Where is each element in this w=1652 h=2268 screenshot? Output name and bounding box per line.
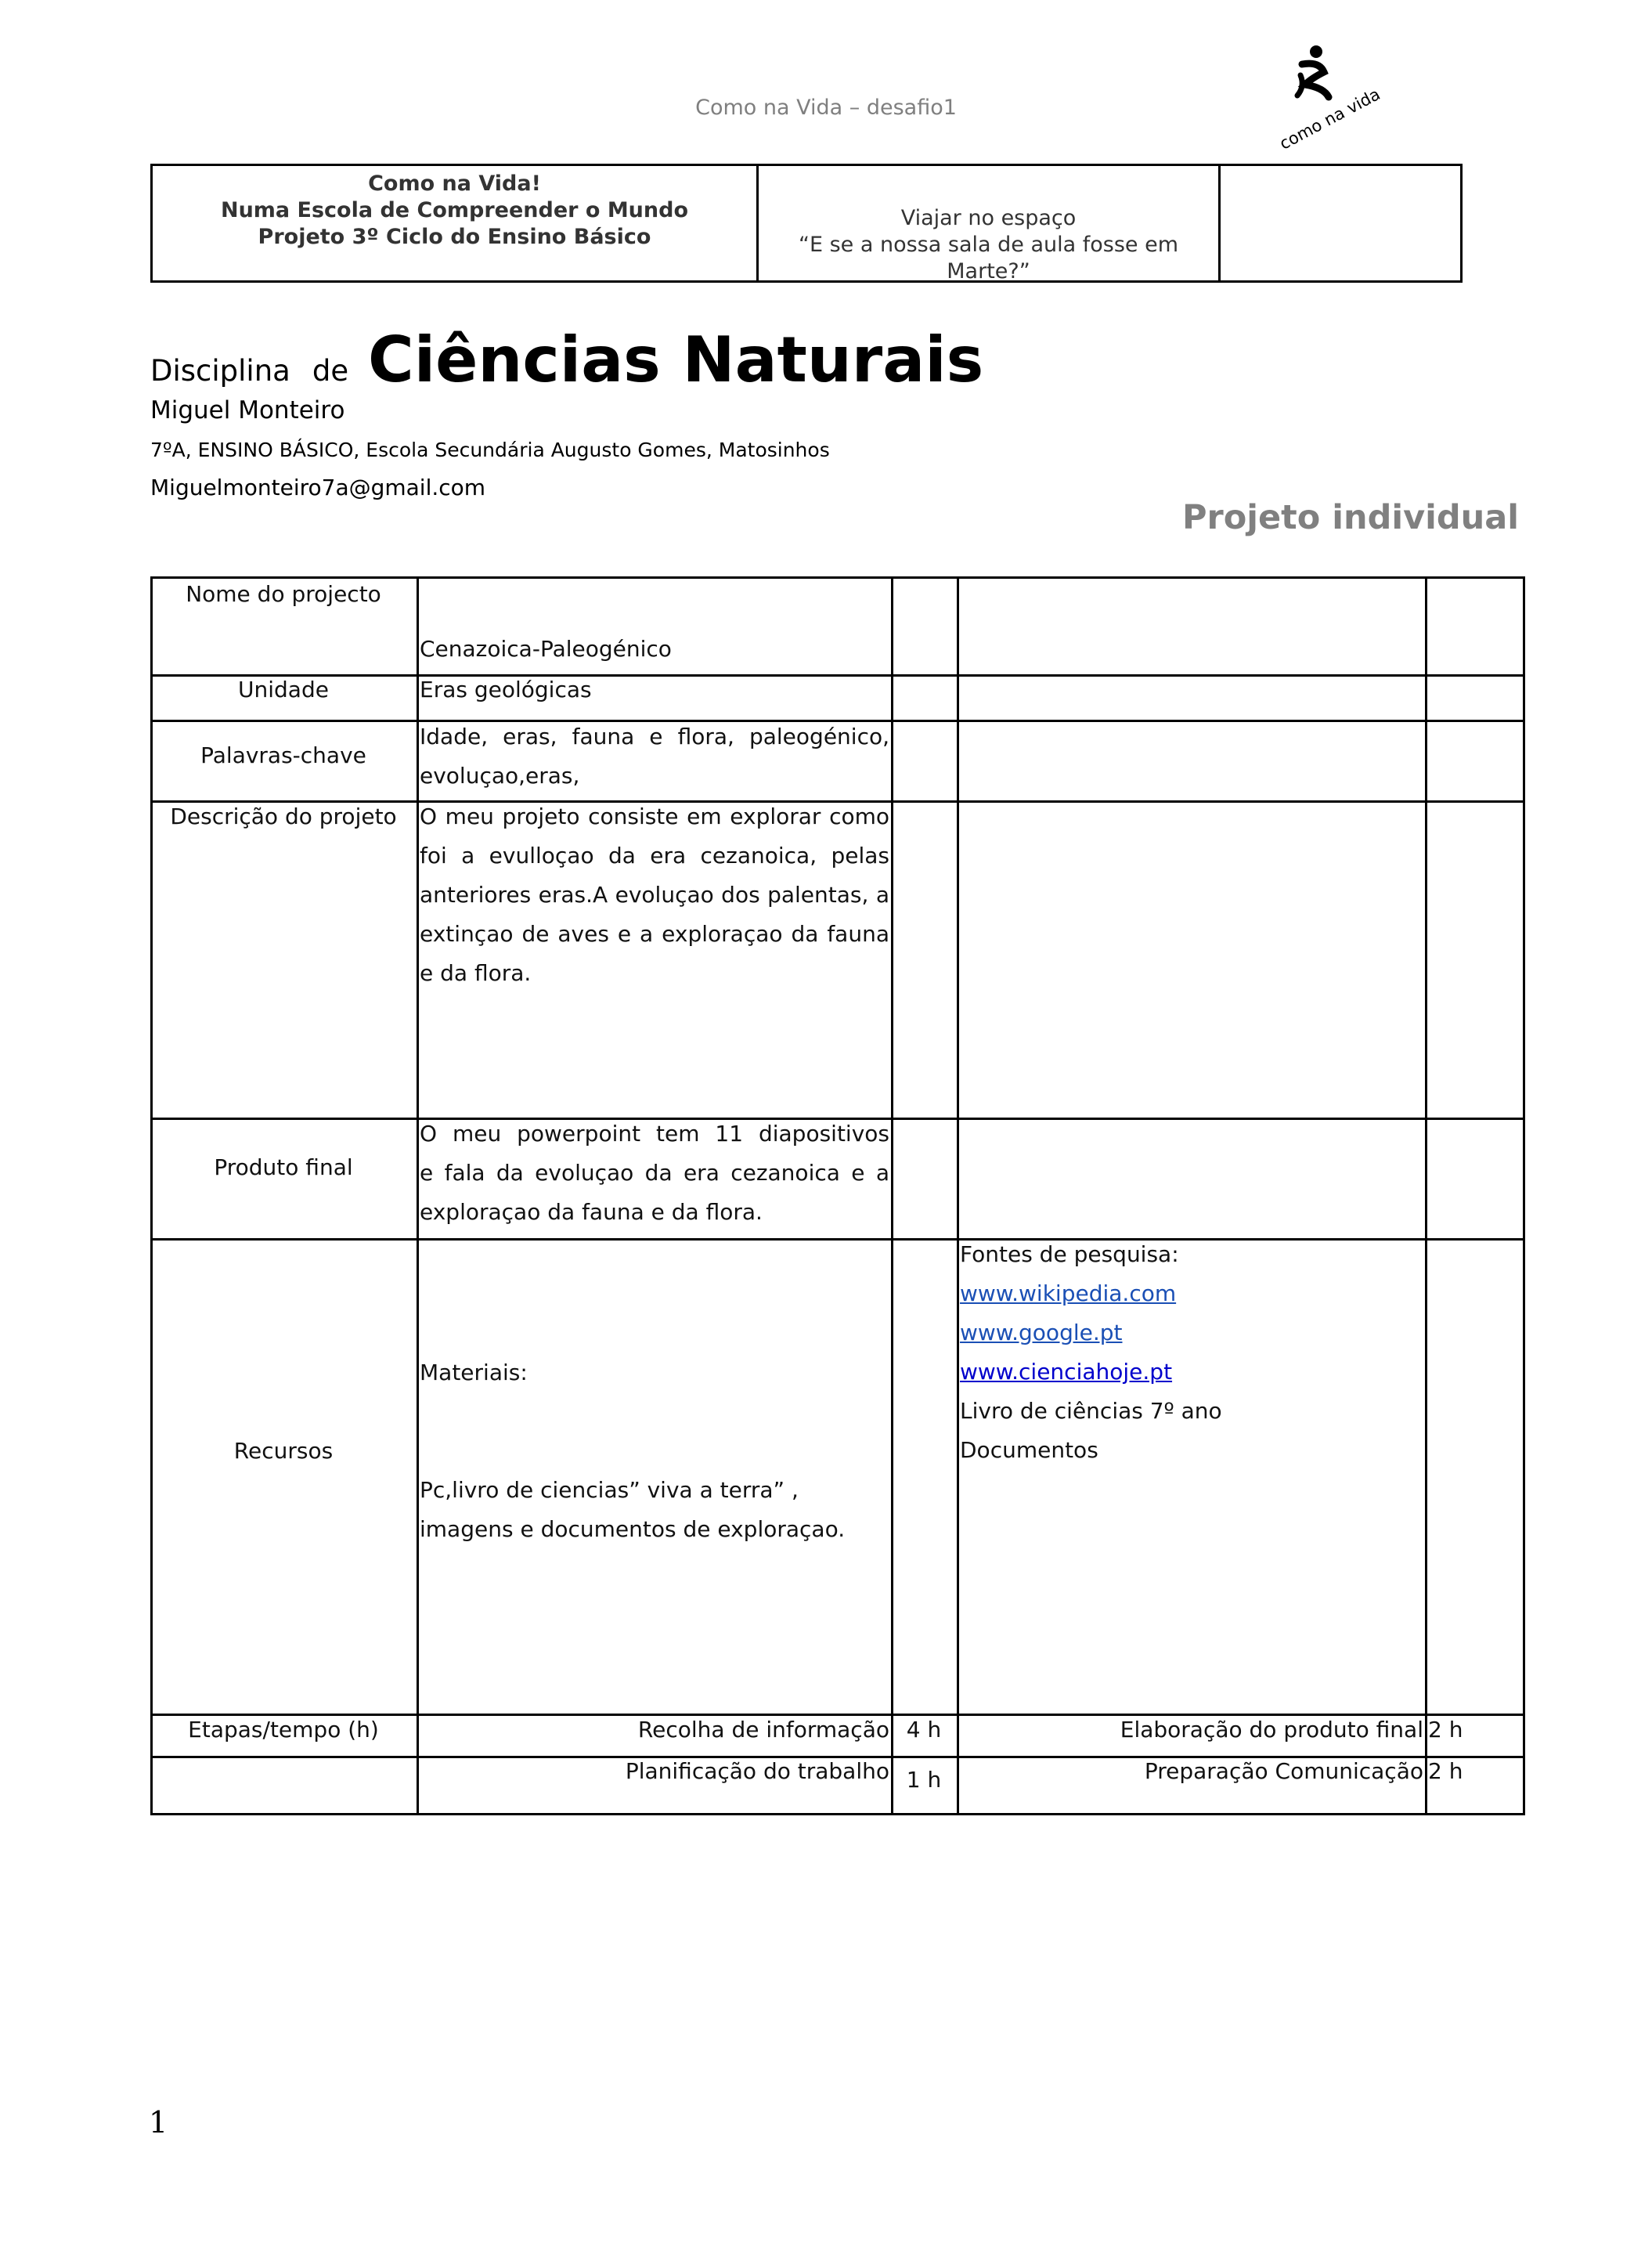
school-info: 7ºA, ENSINO BÁSICO, Escola Secundária Augusto Gomes, Matosinhos — [150, 439, 830, 461]
keywords-line2: evoluçao,eras, — [420, 763, 580, 789]
unit-value: Eras geológicas — [420, 677, 592, 702]
final-product-line2: e fala da evoluçao da era cezanoica e a — [420, 1160, 889, 1186]
description-label: Descrição do projeto — [170, 804, 397, 829]
description-line5: e da flora. — [420, 960, 532, 986]
author-email: Miguelmonteiro7a@gmail.com — [150, 475, 486, 500]
stage-planning: Planificação do trabalho — [625, 1758, 889, 1784]
materials-line1: Pc,livro de ciencias” viva a terra” , — [420, 1477, 799, 1503]
stage-final-product-time: 2 h — [1428, 1717, 1463, 1743]
source-book: Livro de ciências 7º ano — [960, 1398, 1222, 1424]
source-link-cienciahoje[interactable]: www.cienciahoje.pt — [960, 1359, 1173, 1385]
program-cycle: Projeto 3º Ciclo do Ensino Básico — [258, 225, 651, 249]
materials-label: Materiais: — [420, 1360, 528, 1385]
program-subtitle: Numa Escola de Compreender o Mundo — [220, 198, 689, 222]
keywords-line1: Idade, eras, fauna e flora, paleogénico, — [420, 724, 889, 749]
como-na-vida-logo — [1257, 41, 1383, 153]
description-line3: anteriores eras.A evoluçao dos palentas, a — [420, 882, 889, 908]
stage-communication-time: 2 h — [1428, 1758, 1463, 1784]
program-info-cell — [153, 166, 759, 280]
sources-label: Fontes de pesquisa: — [960, 1241, 1179, 1267]
program-title: Como na Vida! — [368, 172, 541, 196]
stage-final-product: Elaboração do produto final — [1120, 1717, 1423, 1743]
project-table — [150, 576, 1525, 1815]
page-number: 1 — [149, 2105, 168, 2140]
source-link-google[interactable]: www.google.pt — [960, 1320, 1123, 1345]
theme-cell — [759, 166, 1221, 284]
project-name-value: Cenazoica-Paleogénico — [420, 636, 672, 662]
discipline-connector: de — [312, 354, 349, 388]
materials-line2: imagens e documentos de exploraçao. — [420, 1516, 846, 1542]
stage-communication: Preparação Comunicação — [1144, 1758, 1423, 1784]
project-name-label: Nome do projecto — [186, 581, 381, 607]
theme-title: Viajar no espaço — [900, 206, 1077, 230]
empty-header-cell — [1221, 166, 1465, 280]
stage-information-gathering: Recolha de informação — [637, 1717, 889, 1743]
discipline-label: Disciplina de — [150, 354, 349, 388]
final-product-line3: exploraçao da fauna e da flora. — [420, 1199, 763, 1225]
header-title: Como na Vida – desafio1 — [695, 96, 957, 120]
stages-label: Etapas/tempo (h) — [188, 1717, 379, 1743]
theme-question-line1: “E se a nossa sala de aula fosse em — [798, 233, 1179, 257]
discipline-title: Ciências Naturais — [368, 323, 984, 396]
theme-question-line2: Marte?” — [947, 259, 1030, 284]
svg-text:como na vida: como na vida — [1276, 85, 1383, 153]
keywords-label: Palavras-chave — [200, 742, 366, 768]
stage-information-gathering-time: 4 h — [906, 1717, 942, 1743]
final-product-line1: O meu powerpoint tem 11 diapositivos — [420, 1121, 889, 1147]
description-line1: O meu projeto consiste em explorar como — [420, 804, 889, 829]
source-documents: Documentos — [960, 1437, 1098, 1463]
description-line2: foi a evulloçao da era cezanoica, pelas — [420, 843, 889, 869]
description-line4: extinçao de aves e a exploraçao da fauna — [420, 921, 889, 947]
author-name: Miguel Monteiro — [150, 396, 345, 424]
stage-planning-time: 1 h — [906, 1767, 942, 1793]
source-link-wikipedia[interactable]: www.wikipedia.com — [960, 1280, 1177, 1306]
project-type: Projeto individual — [1182, 498, 1520, 537]
project-header-table — [150, 164, 1463, 283]
resources-label: Recursos — [233, 1438, 334, 1464]
final-product-label: Produto final — [214, 1154, 353, 1180]
unit-label: Unidade — [238, 677, 329, 702]
